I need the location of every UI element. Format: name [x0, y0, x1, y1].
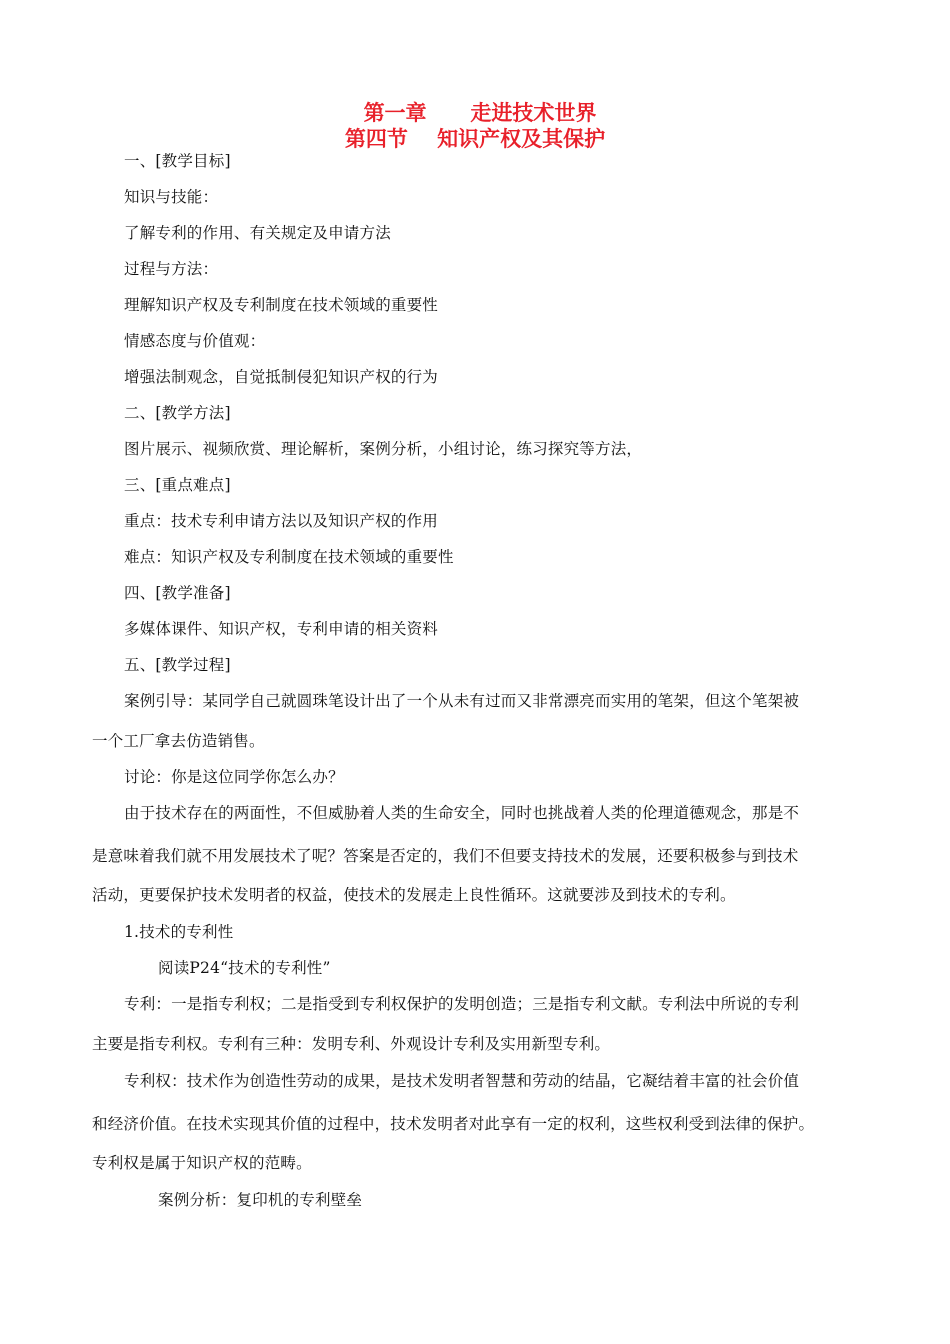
paragraph: 案例引导：某同学自己就圆珠笔设计出了一个从未有过而又非常漂亮而实用的笔架，但这个笔架被 — [124, 692, 800, 710]
heading-key-difficult-points: 三、[重点难点] — [124, 476, 231, 494]
paragraph: 增强法制观念，自觉抵制侵犯知识产权的行为 — [124, 368, 439, 386]
paragraph: 专利权：技术作为创造性劳动的成果，是技术发明者智慧和劳动的结晶，它凝结着丰富的社会价值 — [124, 1072, 800, 1090]
paragraph: 了解专利的作用、有关规定及申请方法 — [124, 224, 391, 242]
paragraph: 是意味着我们就不用发展技术了呢？答案是否定的，我们不但要支持技术的发展，还要积极参与到技术 — [92, 847, 799, 865]
paragraph: 难点：知识产权及专利制度在技术领域的重要性 — [124, 548, 454, 566]
paragraph: 阅读P24“技术的专利性” — [158, 959, 331, 977]
section-title: 第四节 知识产权及其保护 — [344, 127, 606, 151]
paragraph: 主要是指专利权。专利有三种：发明专利、外观设计专利及实用新型专利。 — [92, 1035, 611, 1053]
heading-teaching-process: 五、[教学过程] — [124, 656, 231, 674]
paragraph: 重点：技术专利申请方法以及知识产权的作用 — [124, 512, 439, 530]
paragraph: 由于技术存在的两面性，不但威胁着人类的生命安全，同时也挑战着人类的伦理道德观念，那是不 — [124, 804, 800, 822]
paragraph: 和经济价值。在技术实现其价值的过程中，技术发明者对此享有一定的权利，这些权利受到法律的保护。 — [92, 1115, 815, 1133]
chapter-title: 第一章 走进技术世界 — [363, 101, 597, 125]
paragraph: 图片展示、视频欣赏、理论解析，案例分析，小组讨论，练习探究等方法， — [124, 440, 643, 458]
heading-teaching-methods: 二、[教学方法] — [124, 404, 231, 422]
paragraph: 理解知识产权及专利制度在技术领域的重要性 — [124, 296, 439, 314]
paragraph: 讨论：你是这位同学你怎么办？ — [124, 768, 344, 786]
paragraph: 专利权是属于知识产权的范畴。 — [92, 1154, 312, 1172]
document-title — [0, 100, 950, 152]
heading-teaching-goals: 一、[教学目标] — [124, 152, 231, 170]
subheading-knowledge-skills: 知识与技能： — [124, 188, 219, 206]
subheading-process-method: 过程与方法： — [124, 260, 219, 278]
paragraph: 一个工厂拿去仿造销售。 — [92, 732, 265, 750]
paragraph: 活动，更要保护技术发明者的权益，使技术的发展走上良性循环。这就要涉及到技术的专利。 — [92, 886, 736, 904]
heading-teaching-preparation: 四、[教学准备] — [124, 584, 231, 602]
paragraph: 案例分析：复印机的专利壁垒 — [158, 1191, 363, 1209]
subheading-attitude-values: 情感态度与价值观： — [124, 332, 266, 350]
paragraph: 多媒体课件、知识产权，专利申请的相关资料 — [124, 620, 439, 638]
subsection-title: 1.技术的专利性 — [124, 923, 234, 941]
paragraph: 专利：一是指专利权；二是指受到专利权保护的发明创造；三是指专利文献。专利法中所说的专利 — [124, 995, 800, 1013]
